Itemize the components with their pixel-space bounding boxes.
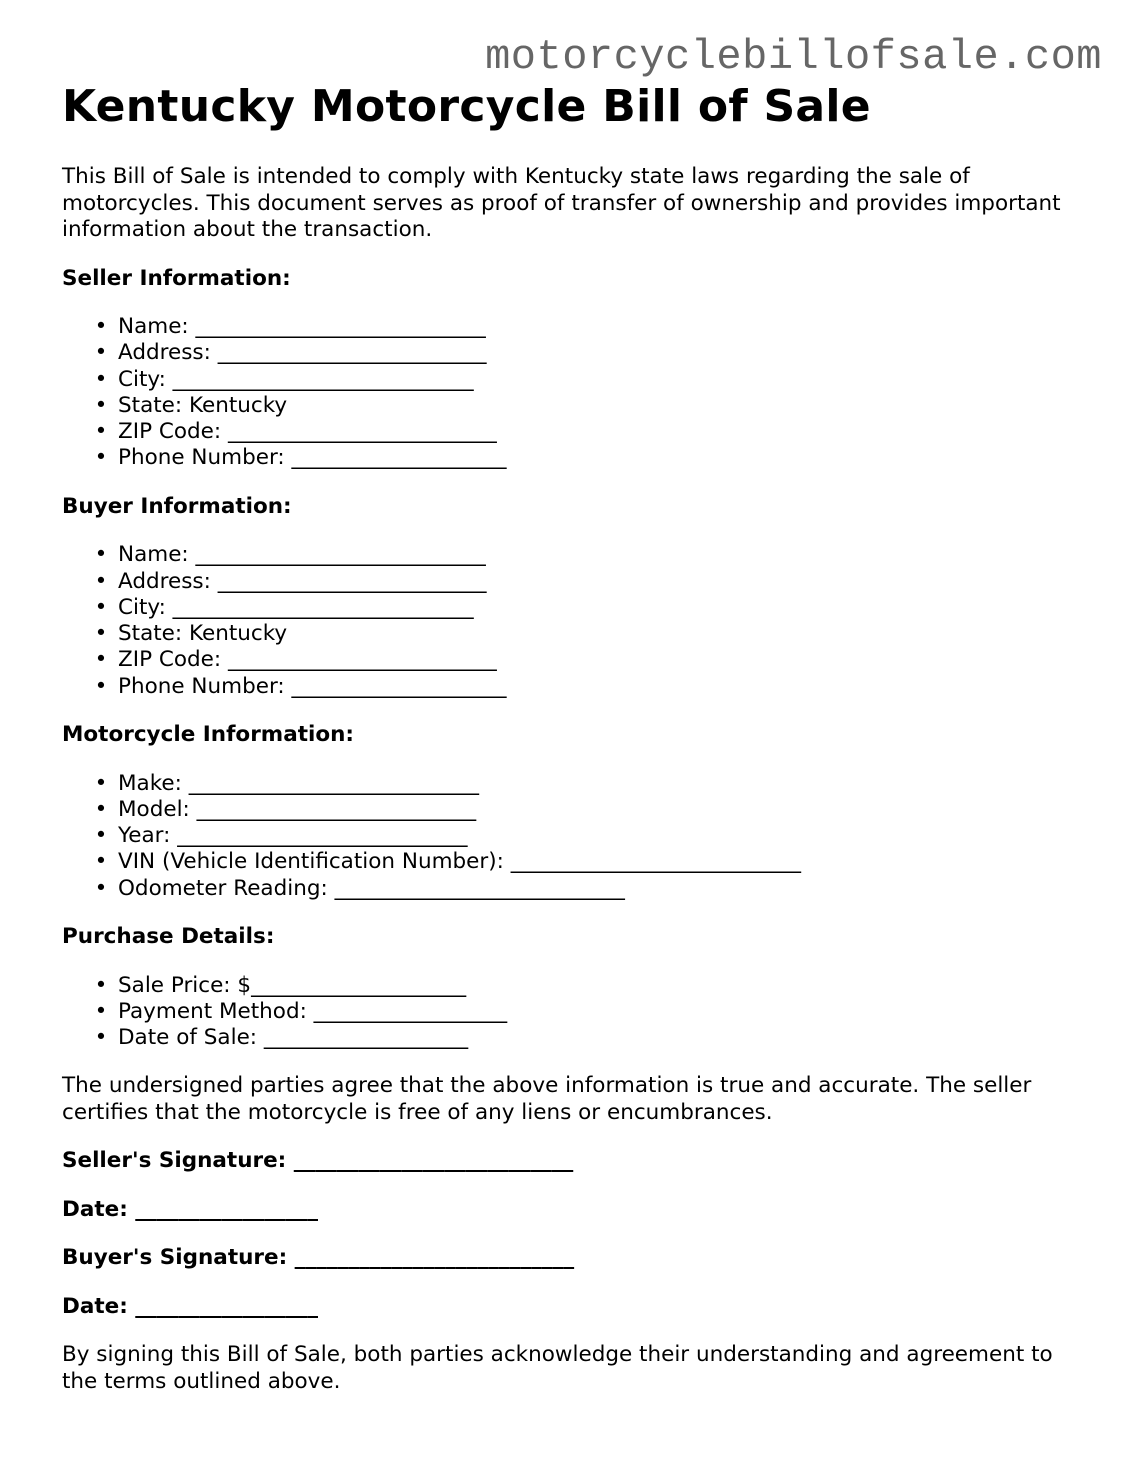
bullet-icon: • [94,849,108,875]
list-item-text: Make: ___________________________ [118,770,479,796]
list-item-text: State: Kentucky [118,392,288,418]
motorcycle-make-item [62,771,1082,797]
bullet-icon: • [94,972,108,998]
buyer-heading: Buyer Information: [62,493,292,519]
seller-list [62,314,1082,472]
motorcycle-list [62,771,1082,902]
buyer-city-item [62,595,1082,621]
seller-signature-line: Seller's Signature: __________________________ [62,1148,574,1174]
buyer-address-item [62,569,1082,595]
buyer-name-item [62,542,1082,568]
list-item-text: Phone Number: ____________________ [118,673,507,699]
bullet-icon: • [94,1025,108,1051]
bullet-icon: • [94,594,108,620]
list-item-text: Date of Sale: ___________________ [118,1025,469,1051]
purchase-price-item [62,973,1082,999]
watermark: motorcyclebillofsale.com [485,33,1102,81]
bullet-icon: • [94,392,108,418]
buyer-phone-item [62,674,1082,700]
list-item-text: VIN (Vehicle Identification Number): ___________________________ [118,849,801,875]
buyer-zip-item [62,647,1082,673]
list-item-text: ZIP Code: _________________________ [118,647,497,673]
list-item-text: State: Kentucky [118,621,288,647]
seller-address-item [62,340,1082,366]
buyer-signature-line: Buyer's Signature: __________________________ [62,1245,575,1271]
list-item-text: City: ____________________________ [118,366,474,392]
bullet-icon: • [94,621,108,647]
motorcycle-year-item [62,823,1082,849]
purchase-heading: Purchase Details: [62,924,275,950]
bullet-icon: • [94,823,108,849]
bullet-icon: • [94,568,108,594]
list-item-text: City: ____________________________ [118,594,474,620]
bullet-icon: • [94,796,108,822]
motorcycle-model-item [62,797,1082,823]
bullet-icon: • [94,998,108,1024]
page-title: Kentucky Motorcycle Bill of Sale [62,81,871,132]
seller-city-item [62,367,1082,393]
list-item-text: Name: ___________________________ [118,542,486,568]
seller-heading: Seller Information: [62,265,291,291]
purchase-list [62,973,1082,1052]
intro-paragraph: This Bill of Sale is intended to comply with Kentucky state laws regarding the sale of motorcycles. This document serves as proof of transfer of ownership and provides important information about the transaction. [62,164,1061,242]
bullet-icon: • [94,770,108,796]
document-body [62,78,1082,1395]
seller-zip-item [62,419,1082,445]
list-item-text: Payment Method: __________________ [118,998,508,1024]
bullet-icon: • [94,875,108,901]
seller-date-line: Date: _________________ [62,1196,319,1222]
bullet-icon: • [94,419,108,445]
buyer-list [62,542,1082,700]
list-item-text: Model: __________________________ [118,796,477,822]
bullet-icon: • [94,340,108,366]
agreement-paragraph: The undersigned parties agree that the above information is true and accurate. The seller certifies that the motorcycle is free of any liens or encumbrances. [62,1073,1032,1125]
bullet-icon: • [94,366,108,392]
list-item-text: Address: _________________________ [118,568,487,594]
list-item-text: Sale Price: $____________________ [118,972,467,998]
buyer-state-item [62,621,1082,647]
bullet-icon: • [94,445,108,471]
buyer-date-line: Date: _________________ [62,1293,319,1319]
purchase-method-item [62,999,1082,1025]
list-item-text: Name: ___________________________ [118,314,486,339]
list-item-text: Phone Number: ____________________ [118,445,507,471]
list-item-text: Year: ___________________________ [118,823,468,849]
seller-phone-item [62,445,1082,471]
bullet-icon: • [94,314,108,339]
bullet-icon: • [94,542,108,568]
motorcycle-vin-item [62,849,1082,875]
list-item-text: Address: _________________________ [118,340,487,366]
list-item-text: Odometer Reading: ___________________________ [118,875,625,901]
list-item-text: ZIP Code: _________________________ [118,419,497,445]
seller-state-item [62,393,1082,419]
seller-name-item [62,314,1082,340]
closing-paragraph: By signing this Bill of Sale, both parties acknowledge their understanding and agreement to the terms outlined above. [62,1342,1053,1394]
bullet-icon: • [94,647,108,673]
motorcycle-heading: Motorcycle Information: [62,722,355,748]
motorcycle-odometer-item [62,876,1082,902]
bullet-icon: • [94,673,108,699]
purchase-date-item [62,1025,1082,1051]
